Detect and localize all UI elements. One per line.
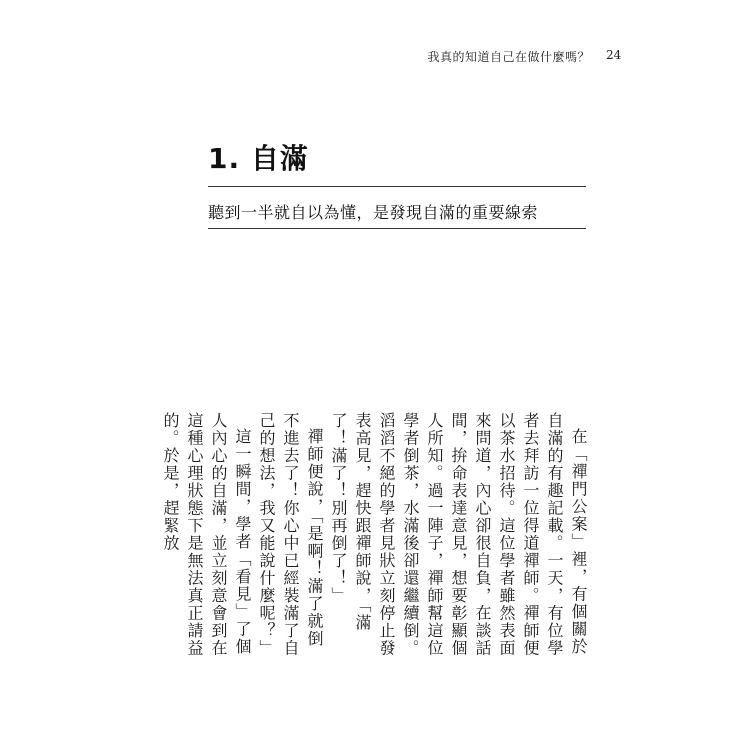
chapter-title: 1. 自滿: [208, 142, 309, 175]
paragraph: 禪師便說，「是啊！滿了就倒不進去了！你心中已經裝滿了自己的想法，我又能說什麼呢？」: [257, 412, 324, 657]
running-header: 我真的知道自己在做什麼嗎？: [427, 50, 590, 64]
page-number: 24: [606, 48, 622, 62]
paragraph: 這一瞬間，學者「看見」了個人內心的自滿，並立刻意會到在這種心理狀態下是無法真正請益的。於是，趕緊放: [161, 412, 252, 657]
divider-bottom: [208, 228, 586, 229]
divider-top: [208, 186, 586, 187]
chapter-subtitle: 聽到一半就自以為懂，是發現自滿的重要線索: [208, 203, 539, 222]
paragraph: 在「禪門公案」裡，有個關於自滿的有趣記載。一天，有位學者去拜訪一位得道禪師。禪師便以茶水招待。這位學者雖然表面來問道，內心卻很自負，在談話間，拚命表達意見，想要彰顯個人所知。過一陣子，禪師幫這位學者倒茶，水滿後卻還繼續倒。滔滔不絕的學者見狀立刻停止發表高見，趕快跟禪師說，「滿了！滿了！別再倒了！」: [329, 412, 588, 657]
body-text: [161, 412, 590, 662]
